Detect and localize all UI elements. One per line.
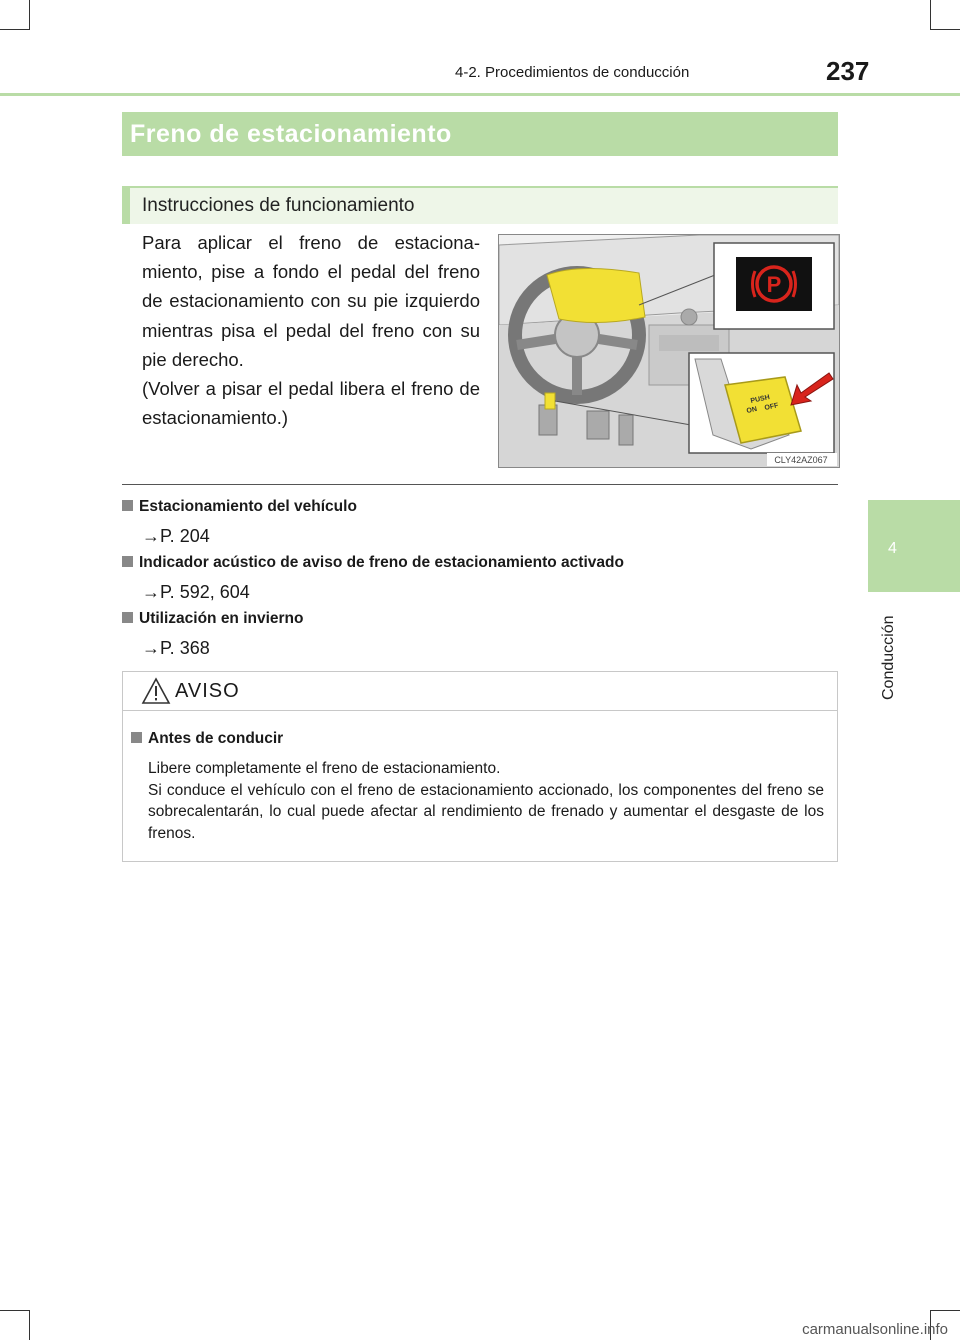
pedal-label-push: PUSH bbox=[749, 394, 771, 405]
footer-watermark: carmanualsonline.info bbox=[802, 1321, 948, 1338]
indicator-letter: P bbox=[766, 272, 782, 297]
parking-brake-illustration bbox=[498, 234, 840, 468]
chapter-number: 4 bbox=[888, 540, 897, 557]
pedal-label-off: OFF bbox=[763, 402, 780, 412]
chapter-tab[interactable] bbox=[868, 500, 960, 592]
note-title: Utilización en invierno bbox=[139, 610, 304, 627]
crop-mark bbox=[0, 1310, 30, 1311]
warning-title: Antes de conducir bbox=[148, 730, 284, 747]
page-reference[interactable]: →P. 368 bbox=[142, 638, 210, 658]
subtitle: Instrucciones de funcionamiento bbox=[142, 195, 415, 216]
note-item bbox=[122, 610, 304, 659]
page-title-bar bbox=[122, 112, 838, 156]
crop-mark bbox=[930, 1310, 960, 1311]
warning-line: Si conduce el vehículo con el freno de estacionamiento accionado, los componentes del freno se sobrecalentarán, lo cual puede afectar al rendimiento de frenado y aumentar el desgaste de los frenos. bbox=[148, 781, 824, 842]
header-rule bbox=[0, 93, 960, 96]
square-bullet-icon bbox=[122, 612, 133, 623]
square-bullet-icon bbox=[122, 500, 133, 511]
page-number: 237 bbox=[826, 56, 870, 86]
page-title: Freno de estacionamiento bbox=[130, 120, 452, 148]
section-divider bbox=[122, 484, 838, 485]
pedal-label-on: ON bbox=[745, 405, 758, 415]
warning-triangle-icon bbox=[141, 677, 171, 705]
section-heading: 4-2. Procedimientos de conducción bbox=[455, 64, 690, 81]
warning-line: Libere completamente el freno de estacionamiento. bbox=[148, 760, 501, 777]
figure-code: CLY42AZ067 bbox=[774, 455, 828, 465]
note-item bbox=[122, 554, 624, 603]
chapter-label: Conducción bbox=[880, 615, 897, 700]
intro-text bbox=[142, 228, 480, 432]
page-reference[interactable]: →P. 204 bbox=[142, 526, 210, 546]
dashboard-illustration bbox=[499, 235, 839, 467]
warning-header bbox=[123, 672, 837, 711]
note-title: Indicador acústico de aviso de freno de estacionamiento activado bbox=[139, 554, 624, 571]
crop-mark bbox=[0, 29, 30, 30]
intro-paragraph: (Volver a pisar el pedal libera el freno de estacionamiento.) bbox=[142, 378, 480, 429]
note-item bbox=[122, 498, 357, 547]
page-reference[interactable]: →P. 592, 604 bbox=[142, 582, 250, 602]
subtitle-bar bbox=[122, 186, 838, 224]
crop-mark bbox=[930, 0, 931, 30]
warning-label: AVISO bbox=[175, 680, 240, 702]
warning-box bbox=[122, 671, 838, 862]
intro-paragraph: Para aplicar el freno de estaciona-miento, pise a fondo el pedal del freno de estacionamiento con su pie izquierdo mientras pisa el pedal del freno con su pie derecho. bbox=[142, 232, 480, 370]
crop-mark bbox=[29, 1310, 30, 1340]
square-bullet-icon bbox=[122, 556, 133, 567]
note-title: Estacionamiento del vehículo bbox=[139, 498, 357, 515]
crop-mark bbox=[930, 29, 960, 30]
square-bullet-icon bbox=[131, 732, 142, 743]
warning-body bbox=[148, 758, 824, 844]
subtitle-accent bbox=[122, 186, 130, 224]
crop-mark bbox=[29, 0, 30, 30]
